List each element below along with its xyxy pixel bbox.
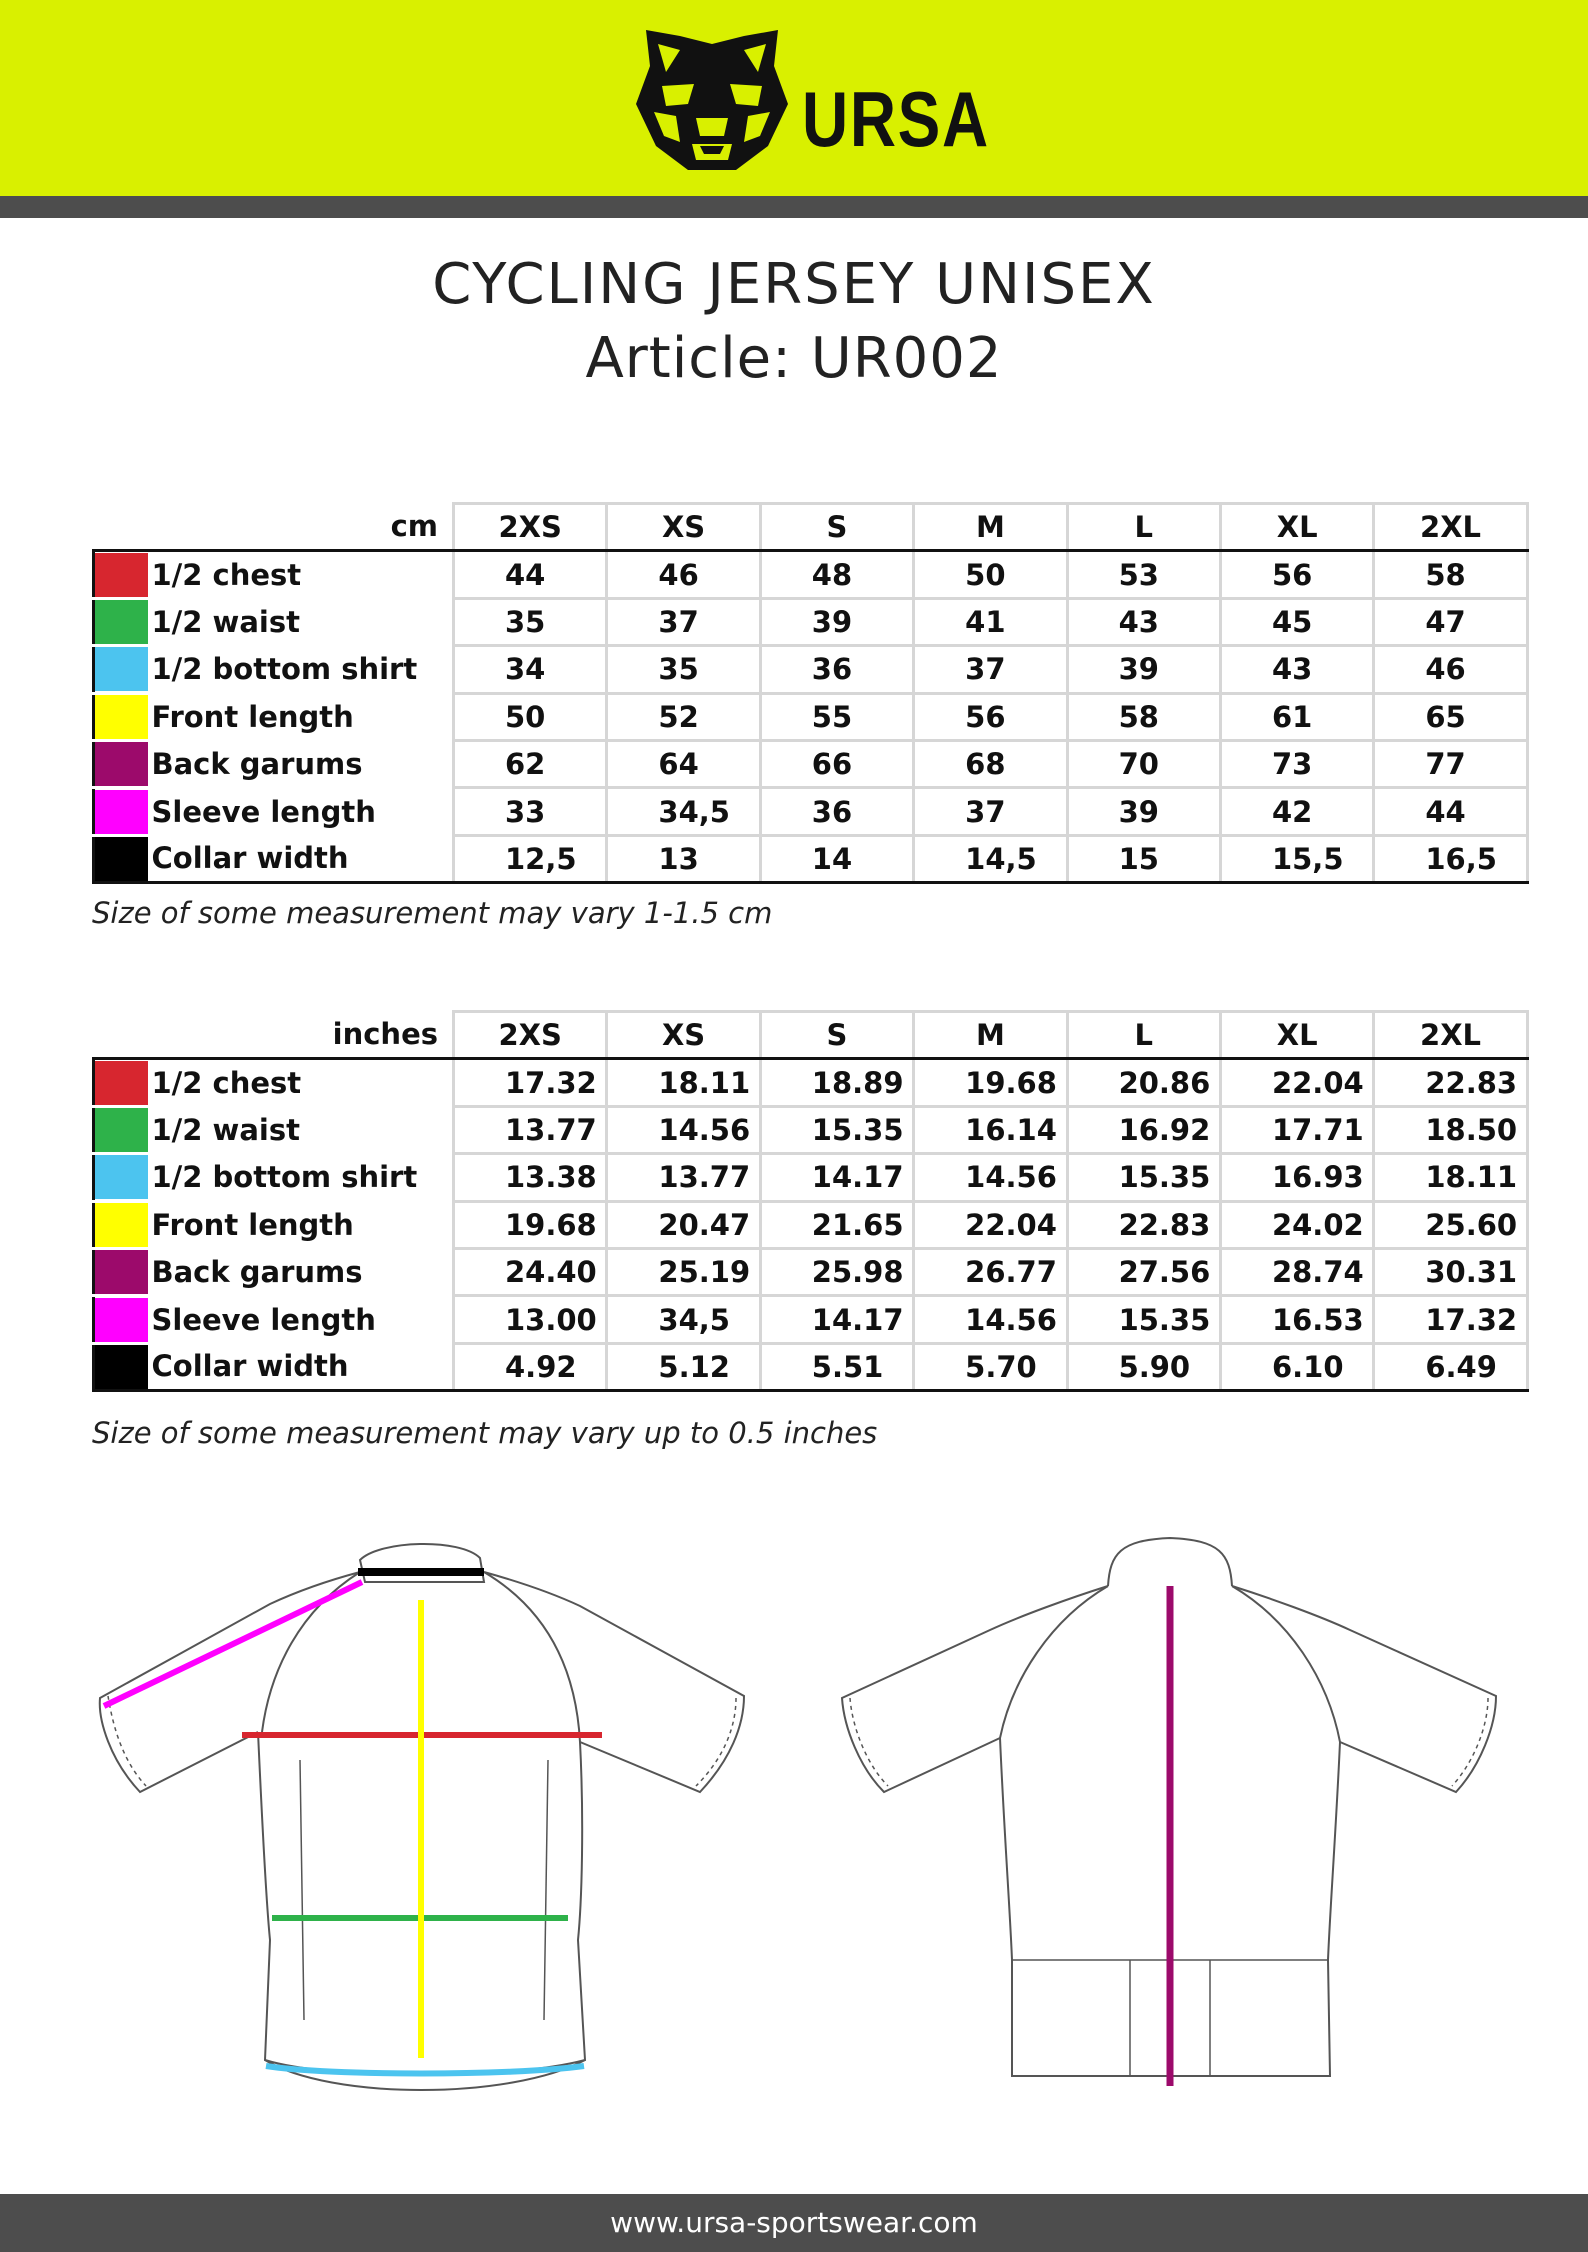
- measurement-value: 43: [1067, 598, 1220, 645]
- color-swatch: [94, 646, 148, 693]
- color-swatch-fill: [95, 1345, 148, 1389]
- measurement-row: [94, 1154, 1528, 1201]
- measurement-value: 25.98: [760, 1248, 913, 1295]
- color-swatch: [94, 1248, 148, 1295]
- measurement-value: 4.92: [454, 1343, 607, 1390]
- measurement-value: 13.77: [454, 1106, 607, 1153]
- measurement-value: 64: [607, 740, 760, 787]
- brand-name: URSA: [802, 75, 990, 163]
- measurement-label: Back garums: [151, 747, 363, 782]
- measurement-row: [94, 551, 1528, 598]
- measurement-value: 65: [1374, 693, 1527, 740]
- size-header: XS: [607, 504, 760, 551]
- measurement-value: 18.89: [760, 1059, 913, 1106]
- measurement-value: 14.17: [760, 1154, 913, 1201]
- color-swatch: [94, 1106, 148, 1153]
- measurement-value: 17.32: [1374, 1296, 1527, 1343]
- measurement-value: 58: [1067, 693, 1220, 740]
- measurement-row: [94, 1059, 1528, 1106]
- measurement-value: 22.83: [1067, 1201, 1220, 1248]
- website-link[interactable]: www.ursa-sportswear.com: [610, 2206, 978, 2239]
- measurement-label: Sleeve length: [151, 1302, 376, 1337]
- header-banner: [0, 0, 1588, 196]
- measurement-label: 1/2 waist: [151, 1112, 300, 1147]
- measurement-label: 1/2 chest: [151, 558, 302, 593]
- measurement-value: 13: [607, 835, 760, 882]
- measurement-value: 30.31: [1374, 1248, 1527, 1295]
- measurement-row: [94, 788, 1528, 835]
- measurement-value: 24.40: [454, 1248, 607, 1295]
- measurement-row: [94, 646, 1528, 693]
- bear-head-icon: [632, 26, 792, 172]
- measurement-value: 34: [454, 646, 607, 693]
- footer-bar: [0, 2194, 1588, 2252]
- size-header-row: [94, 1012, 1528, 1059]
- measurement-row: [94, 1248, 1528, 1295]
- measurement-value: 36: [760, 646, 913, 693]
- measurement-label: Sleeve length: [151, 794, 376, 829]
- measurement-value: 56: [914, 693, 1067, 740]
- measurement-row: [94, 1201, 1528, 1248]
- measurement-row: [94, 1296, 1528, 1343]
- measurement-value: 27.56: [1067, 1248, 1220, 1295]
- measurement-value: 37: [607, 598, 760, 645]
- page-title: CYCLING JERSEY UNISEX: [432, 252, 1156, 317]
- color-swatch: [94, 1343, 148, 1390]
- measurement-value: 34,5: [607, 1296, 760, 1343]
- measurement-value: 16.93: [1220, 1154, 1373, 1201]
- measurement-value: 15.35: [1067, 1296, 1220, 1343]
- color-swatch-fill: [95, 1155, 148, 1199]
- measurement-value: 35: [607, 646, 760, 693]
- measurement-value: 5.12: [607, 1343, 760, 1390]
- measurement-label: Front length: [151, 1207, 354, 1242]
- size-table-body: [94, 551, 1528, 883]
- measurement-value: 18.11: [1374, 1154, 1527, 1201]
- measurement-value: 16.92: [1067, 1106, 1220, 1153]
- size-table-body: [94, 1059, 1528, 1391]
- measurement-value: 36: [760, 788, 913, 835]
- bottom-shirt-line: [266, 2066, 584, 2074]
- measurement-value: 41: [914, 598, 1067, 645]
- color-swatch: [94, 598, 148, 645]
- measurement-value: 16,5: [1374, 835, 1527, 882]
- measurement-label: Collar width: [148, 1343, 454, 1390]
- color-swatch-fill: [95, 790, 148, 834]
- measurement-row: [94, 1106, 1528, 1153]
- size-header: 2XS: [454, 1012, 607, 1059]
- measurement-value: 13.00: [454, 1296, 607, 1343]
- measurement-value: 66: [760, 740, 913, 787]
- measurement-value: 43: [1220, 646, 1373, 693]
- measurement-value: 25.19: [607, 1248, 760, 1295]
- measurement-value: 24.02: [1220, 1201, 1373, 1248]
- measurement-value: 73: [1220, 740, 1373, 787]
- color-swatch: [94, 1201, 148, 1248]
- color-swatch-fill: [95, 1061, 148, 1105]
- measurement-value: 25.60: [1374, 1201, 1527, 1248]
- measurement-value: 6.10: [1220, 1343, 1373, 1390]
- color-swatch: [94, 835, 148, 882]
- size-header: XL: [1220, 504, 1373, 551]
- measurement-value: 19.68: [454, 1201, 607, 1248]
- article-number: Article: UR002: [585, 326, 1003, 391]
- measurement-label: Back garums: [151, 1255, 363, 1290]
- color-swatch-fill: [95, 695, 148, 739]
- measurement-value: 20.47: [607, 1201, 760, 1248]
- size-header-row: [94, 504, 1528, 551]
- measurement-value: 68: [914, 740, 1067, 787]
- color-swatch: [94, 1059, 148, 1106]
- measurement-value: 15: [1067, 835, 1220, 882]
- measurement-value: 22.04: [914, 1201, 1067, 1248]
- measurement-value: 21.65: [760, 1201, 913, 1248]
- measurement-value: 12,5: [454, 835, 607, 882]
- measurement-value: 13.38: [454, 1154, 607, 1201]
- measurement-label: 1/2 chest: [151, 1066, 302, 1101]
- size-header: L: [1067, 504, 1220, 551]
- measurement-value: 77: [1374, 740, 1527, 787]
- measurement-value: 28.74: [1220, 1248, 1373, 1295]
- measurement-label: 1/2 bottom shirt: [151, 652, 418, 687]
- measurement-value: 34,5: [607, 788, 760, 835]
- measurement-value: 61: [1220, 693, 1373, 740]
- size-table-cm: [92, 502, 1529, 884]
- size-header: M: [914, 1012, 1067, 1059]
- unit-label: cm: [94, 504, 454, 551]
- measurement-value: 18.11: [607, 1059, 760, 1106]
- measurement-value: 14.56: [607, 1106, 760, 1153]
- color-swatch-fill: [95, 553, 148, 597]
- measurement-value: 13.77: [607, 1154, 760, 1201]
- measurement-value: 14.56: [914, 1296, 1067, 1343]
- measurement-value: 17.32: [454, 1059, 607, 1106]
- measurement-value: 47: [1374, 598, 1527, 645]
- header-divider-bar: [0, 196, 1588, 218]
- measurement-value: 37: [914, 646, 1067, 693]
- measurement-label: Collar width: [148, 835, 454, 882]
- measurement-value: 44: [454, 551, 607, 598]
- measurement-value: 55: [760, 693, 913, 740]
- measurement-value: 48: [760, 551, 913, 598]
- measurement-label: 1/2 bottom shirt: [151, 1160, 418, 1195]
- measurement-row: [94, 740, 1528, 787]
- ursa-logo: [632, 26, 990, 172]
- measurement-value: 15.35: [1067, 1154, 1220, 1201]
- color-swatch-fill: [95, 1250, 148, 1294]
- measurement-value: 18.50: [1374, 1106, 1527, 1153]
- measurement-value: 14.17: [760, 1296, 913, 1343]
- color-swatch-fill: [95, 742, 148, 786]
- color-swatch-fill: [95, 647, 148, 691]
- measurement-value: 46: [607, 551, 760, 598]
- measurement-value: 6.49: [1374, 1343, 1527, 1390]
- measurement-value: 22.04: [1220, 1059, 1373, 1106]
- measurement-value: 45: [1220, 598, 1373, 645]
- measurement-note-cm: Size of some measurement may vary 1-1.5 cm: [92, 896, 773, 930]
- size-header: 2XL: [1374, 1012, 1527, 1059]
- measurement-value: 50: [914, 551, 1067, 598]
- measurement-value: 19.68: [914, 1059, 1067, 1106]
- measurement-value: 22.83: [1374, 1059, 1527, 1106]
- measurement-value: 14,5: [914, 835, 1067, 882]
- jersey-measurement-diagram: [0, 1520, 1588, 2120]
- measurement-value: 14: [760, 835, 913, 882]
- size-header: L: [1067, 1012, 1220, 1059]
- measurement-row: [94, 1343, 1528, 1390]
- measurement-value: 33: [454, 788, 607, 835]
- sleeve-length-line: [104, 1582, 362, 1706]
- size-table-inches: [92, 1010, 1529, 1392]
- color-swatch: [94, 788, 148, 835]
- measurement-value: 50: [454, 693, 607, 740]
- color-swatch-fill: [95, 1108, 148, 1152]
- color-swatch: [94, 1296, 148, 1343]
- measurement-value: 56: [1220, 551, 1373, 598]
- measurement-row: [94, 598, 1528, 645]
- measurement-value: 39: [1067, 788, 1220, 835]
- measurement-row: [94, 693, 1528, 740]
- measurement-value: 70: [1067, 740, 1220, 787]
- measurement-value: 42: [1220, 788, 1373, 835]
- measurement-label: 1/2 waist: [151, 604, 300, 639]
- size-header: 2XS: [454, 504, 607, 551]
- size-header: XS: [607, 1012, 760, 1059]
- size-header: M: [914, 504, 1067, 551]
- measurement-label: Front length: [151, 699, 354, 734]
- size-header: S: [760, 1012, 913, 1059]
- measurement-value: 53: [1067, 551, 1220, 598]
- measurement-value: 17.71: [1220, 1106, 1373, 1153]
- measurement-value: 16.14: [914, 1106, 1067, 1153]
- measurement-value: 15.35: [760, 1106, 913, 1153]
- measurement-value: 62: [454, 740, 607, 787]
- color-swatch-fill: [95, 1203, 148, 1247]
- unit-label: inches: [94, 1012, 454, 1059]
- measurement-value: 37: [914, 788, 1067, 835]
- color-swatch-fill: [95, 837, 148, 881]
- measurement-row: [94, 835, 1528, 882]
- measurement-value: 15,5: [1220, 835, 1373, 882]
- measurement-value: 5.90: [1067, 1343, 1220, 1390]
- measurement-note-inches: Size of some measurement may vary up to 0.5 inches: [92, 1416, 878, 1450]
- measurement-value: 52: [607, 693, 760, 740]
- measurement-value: 35: [454, 598, 607, 645]
- color-swatch-fill: [95, 1298, 148, 1342]
- size-header: XL: [1220, 1012, 1373, 1059]
- color-swatch: [94, 1154, 148, 1201]
- color-swatch: [94, 551, 148, 598]
- measurement-value: 44: [1374, 788, 1527, 835]
- size-header: S: [760, 504, 913, 551]
- measurement-value: 46: [1374, 646, 1527, 693]
- measurement-value: 39: [1067, 646, 1220, 693]
- measurement-value: 16.53: [1220, 1296, 1373, 1343]
- measurement-value: 14.56: [914, 1154, 1067, 1201]
- measurement-value: 58: [1374, 551, 1527, 598]
- measurement-value: 39: [760, 598, 913, 645]
- measurement-value: 26.77: [914, 1248, 1067, 1295]
- color-swatch: [94, 740, 148, 787]
- size-header: 2XL: [1374, 504, 1527, 551]
- measurement-value: 5.70: [914, 1343, 1067, 1390]
- color-swatch: [94, 693, 148, 740]
- measurement-value: 5.51: [760, 1343, 913, 1390]
- color-swatch-fill: [95, 600, 148, 644]
- measurement-value: 20.86: [1067, 1059, 1220, 1106]
